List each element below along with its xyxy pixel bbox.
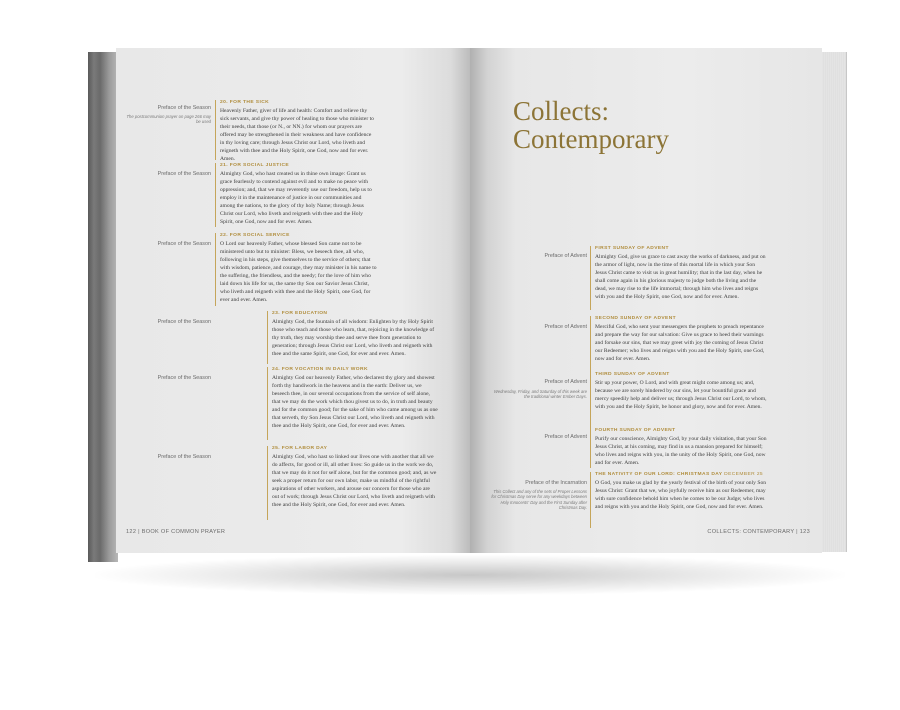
collect-heading-date: DECEMBER 25 — [724, 472, 764, 477]
collect-heading: 21. FOR SOCIAL JUSTICE — [220, 163, 290, 168]
rubric-note: Wednesday, Friday, and Saturday of this week are the traditional winter Ember Days. — [493, 389, 587, 400]
collect-heading: FIRST SUNDAY OF ADVENT — [595, 246, 669, 251]
rubric-label: Preface of the Season — [157, 171, 211, 177]
collect-block — [590, 316, 767, 372]
rubric-label: Preface of Advent — [544, 324, 587, 330]
title-line-2: Contemporary — [513, 124, 669, 154]
collect-text: Almighty God, who hast created us in thine own image: Grant us grace fearlessly to contend against evil and to make no peace with oppression; and, that we may reverently use our freedom, help us to employ it in the maintenance of justice in our communities and among the nations, to the glory of thy holy Name; through Jesus Christ our Lord, who liveth and reigneth with thee and the Holy Spirit, one God, now and for ever. Amen. — [220, 170, 372, 226]
rubric-label: Preface of the Incarnation — [525, 480, 587, 486]
collect-text: Merciful God, who sent your messengers the prophets to preach repentance and prepare the way for our salvation: Give us grace to heed their warnings and forsake our sins, that we may greet with joy the coming of Jesus Christ our Redeemer; who lives and reigns with you and the Holy Spirit, one God, now and for ever. Amen. — [595, 323, 765, 362]
collect-text: O God, you make us glad by the yearly festival of the birth of your only Son Jesus Christ: Grant that we, who joyfully receive him as our Redeemer, may with sure confidence behold him when he comes to be our Judge; who lives and reigns with you and the Holy Spirit, one God, now and for ever. Amen. — [595, 479, 767, 510]
collect-heading: THIRD SUNDAY OF ADVENT — [595, 372, 670, 377]
collect-text: Almighty God, the fountain of all wisdom: Enlighten by thy Holy Spirit those who teach and those who learn, that, rejoicing in the knowledge of thy truth, they may worship thee and serve thee from generation to generation; through Jesus Christ our Lord, who liveth and reigneth with thee and the same Spirit, one God, for ever and ever. Amen. — [272, 318, 435, 357]
collect-heading: 24. FOR VOCATION IN DAILY WORK — [272, 367, 368, 372]
rubric-note: This Collect and any of the sets of Proper Lessons for Christmas Day serve for any weekdays between Holy Innocents' Day and the First Sunday after Christmas Day. — [491, 489, 587, 511]
page-footer: 122 | BOOK OF COMMON PRAYER — [126, 529, 226, 535]
collect-text: Stir up your power, O Lord, and with great might come among us; and, because we are sorely hindered by our sins, let your bountiful grace and mercy speedily help and deliver us; through Jesus Christ our Lord, to whom, with you and the Holy Spirit, be honor and glory, now and for ever. Amen. — [595, 379, 767, 410]
collect-block — [215, 163, 377, 227]
book-shadow — [95, 555, 845, 595]
rubric-label: Preface of Advent — [544, 253, 587, 259]
collect-block — [590, 246, 767, 310]
right-page — [470, 48, 822, 553]
title-line-1: Collects: — [513, 96, 609, 126]
collect-heading — [595, 472, 767, 479]
right-page-edges — [820, 52, 847, 552]
collect-heading: FOURTH SUNDAY OF ADVENT — [595, 428, 676, 433]
collect-block — [267, 367, 438, 440]
rubric-label: Preface of the Season — [157, 375, 211, 381]
rubric-label: Preface of Advent — [544, 379, 587, 385]
collect-block — [590, 428, 767, 468]
collect-block — [590, 472, 767, 528]
left-page — [116, 48, 472, 553]
collect-block — [215, 100, 377, 163]
collect-heading: 25. FOR LABOR DAY — [272, 446, 328, 451]
collect-block — [267, 446, 438, 520]
collect-block — [590, 372, 767, 428]
collect-block — [267, 311, 438, 364]
rubric-label: Preface of the Season — [157, 454, 211, 460]
left-page-edges — [88, 52, 118, 562]
page-footer: COLLECTS: CONTEMPORARY | 123 — [707, 529, 810, 535]
collect-text: Almighty God our heavenly Father, who declarest thy glory and showest forth thy handiwork in the heavens and in the earth: Deliver us, we beseech thee, in our several occupations from the service of self alone, that we may do the work which thou givest us to do, in truth and beauty and for the common good; for the sake of him who came among us as one that serveth, thy Son Jesus Christ our Lord, who liveth and reigneth with thee and the Holy Spirit, one God, for ever and ever. Amen. — [272, 374, 438, 430]
page-title — [513, 97, 669, 153]
collect-heading: SECOND SUNDAY OF ADVENT — [595, 316, 677, 321]
rubric-label: Preface of Advent — [544, 434, 587, 440]
collect-text: Purify our conscience, Almighty God, by your daily visitation, that your Son Jesus Christ, at his coming, may find in us a mansion prepared for himself; who lives and reigns with you, in the unity of the Holy Spirit, one God, now and for ever. Amen. — [595, 435, 767, 466]
collect-heading-title: THE NATIVITY OF OUR LORD: CHRISTMAS DAY — [595, 472, 723, 477]
collect-text: Almighty God, give us grace to cast away the works of darkness, and put on the armor of light, now in the time of this mortal life in which your Son Jesus Christ came to visit us in great humility; that in the last day, when he shall come again in his glorious majesty to judge both the living and the dead, we may rise to the life immortal; through him who lives and reigns with you and the Holy Spirit, one God, now and for ever. Amen. — [595, 253, 766, 300]
collect-heading: 20. FOR THE SICK — [220, 100, 270, 105]
collect-text: Almighty God, who hast so linked our lives one with another that all we do affects, for good or ill, all other lives: So guide us in the work we do, that we may do it not for self alone, but for the common good; and, as we seek a proper return for our own labor, make us mindful of the rightful aspirations of other workers, and arouse our concern for those who are out of work; through Jesus Christ our Lord, who liveth and reigneth with thee and the Holy Spirit, one God, for ever and ever. Amen. — [272, 453, 437, 509]
rubric-label: Preface of the Season — [157, 105, 211, 111]
collect-text: O Lord our heavenly Father, whose blessed Son came not to be ministered unto but to minister: Bless, we beseech thee, all who, following in his steps, give themselves to the service of others; that with wisdom, patience, and courage, they may minister in his name to the suffering, the friendless, and the needy; for the love of him who laid down his life for us, the same thy Son our Savior Jesus Christ, who liveth and reigneth with thee and the Holy Spirit, one God, for ever and ever. Amen. — [220, 240, 377, 304]
collect-text: Heavenly Father, giver of life and health: Comfort and relieve thy sick servants, and give thy power of healing to those who minister to their needs, that those (or N., or NN.) for whom our prayers are offered may be strengthened in their weakness and have confidence in thy loving care; through Jesus Christ our Lord, who liveth and reigneth with thee and the Holy Spirit, one God, now and for ever. Amen. — [220, 107, 374, 163]
rubric-label: Preface of the Season — [157, 319, 211, 325]
collect-heading: 22. FOR SOCIAL SERVICE — [220, 233, 290, 238]
rubric-note: The postcommunion prayer on page 266 may be used — [126, 114, 211, 125]
collect-heading: 23. FOR EDUCATION — [272, 311, 328, 316]
rubric-label: Preface of the Season — [157, 241, 211, 247]
collect-block — [215, 233, 377, 306]
